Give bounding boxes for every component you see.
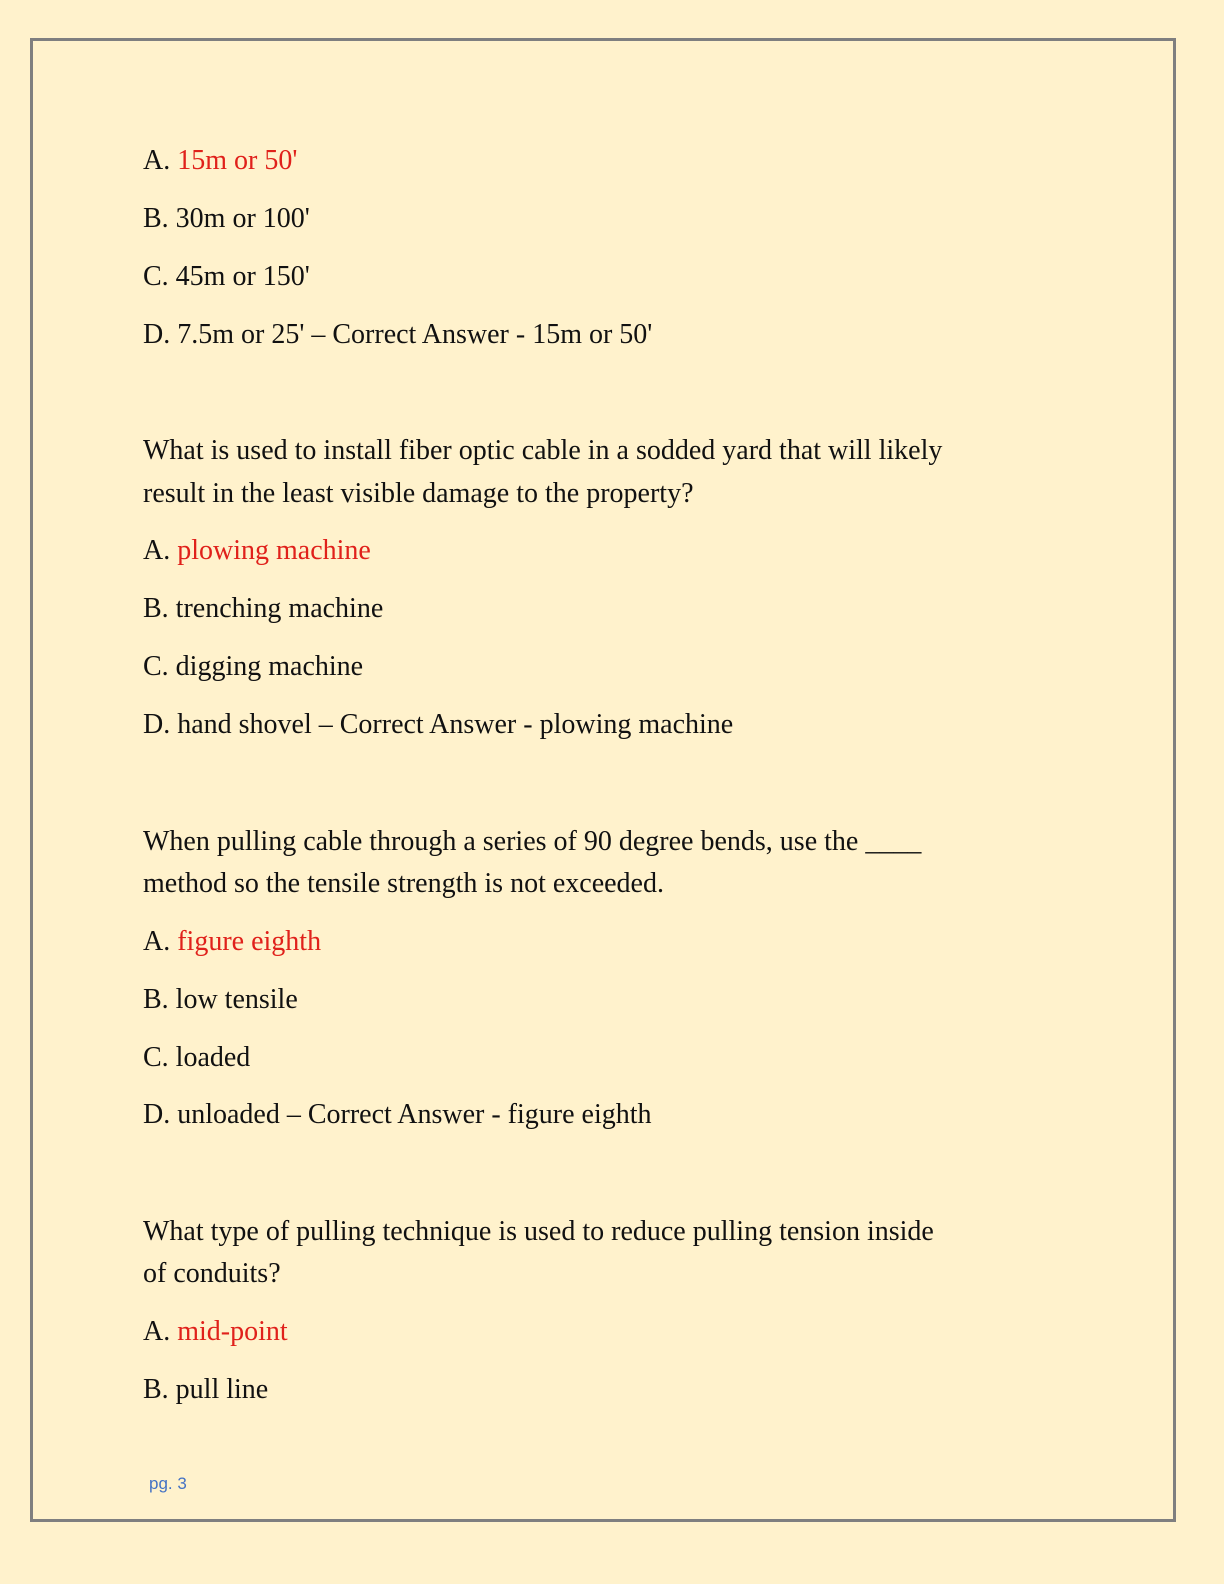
q4-question-line1: What type of pulling technique is used to reduce pulling tension inside xyxy=(143,1216,934,1247)
q4-question-line2: of conduits? xyxy=(143,1258,281,1289)
q2-question-line2: result in the least visible damage to the property? xyxy=(143,478,694,509)
q3-option-d: D. unloaded – Correct Answer - figure eighth xyxy=(143,1099,652,1130)
q2-option-a-prefix: A. xyxy=(143,535,171,566)
q1-option-a-answer: 15m or 50' xyxy=(177,145,298,176)
q4-option-b: B. pull line xyxy=(143,1374,269,1405)
q3-option-c: C. loaded xyxy=(143,1042,251,1073)
q3-option-a xyxy=(143,921,321,963)
q2-option-b: B. trenching machine xyxy=(143,593,384,624)
page-number: pg. 3 xyxy=(149,1474,187,1493)
q1-option-b: B. 30m or 100' xyxy=(143,203,310,234)
q3-question-line2: method so the tensile strength is not exceeded. xyxy=(143,868,664,899)
q4-option-a-prefix: A. xyxy=(143,1316,171,1347)
q4-option-a xyxy=(143,1311,288,1353)
q2-option-a-answer: plowing machine xyxy=(177,535,371,566)
q2-option-c: C. digging machine xyxy=(143,651,364,682)
q3-question-line1: When pulling cable through a series of 90 degree bends, use the ____ xyxy=(143,826,922,857)
q2-option-d: D. hand shovel – Correct Answer - plowing machine xyxy=(143,709,734,740)
q2-question-line1: What is used to install fiber optic cable in a sodded yard that will likely xyxy=(143,435,943,466)
q3-option-a-answer: figure eighth xyxy=(177,926,322,957)
q1-option-d: D. 7.5m or 25' – Correct Answer - 15m or 50' xyxy=(143,319,653,350)
q4-option-a-answer: mid-point xyxy=(177,1316,288,1347)
q3-option-b: B. low tensile xyxy=(143,984,298,1015)
q1-option-a-prefix: A. xyxy=(143,145,171,176)
q1-option-c: C. 45m or 150' xyxy=(143,261,310,292)
q3-option-a-prefix: A. xyxy=(143,926,171,957)
q2-option-a xyxy=(143,530,371,572)
q1-option-a xyxy=(143,140,297,182)
